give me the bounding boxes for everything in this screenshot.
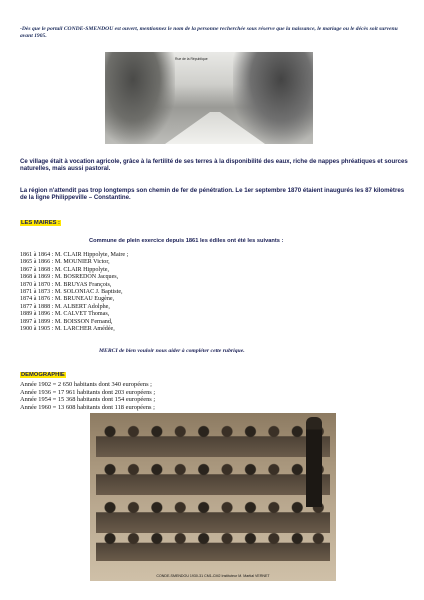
demography-heading: DEMOGRAPHIE [21, 372, 65, 378]
class-photo-row [96, 531, 330, 561]
mayor-item: 1900 à 1905 : M. LARCHER Amédée, [20, 326, 115, 333]
population-list [20, 381, 155, 411]
agriculture-paragraph [20, 158, 412, 173]
intro-note: -Dès que le portail CONDE-SMENDOU est ouvert, mentionnez le nom de la personne recherchée sous réserve que la naissance, le mariage ou le décès soit survenu avant 1905. [20, 26, 398, 39]
mayors-list [20, 252, 320, 333]
population-item: Année 1960 = 13 608 habitants dont 118 européens ; [20, 403, 155, 411]
class-photo-row [96, 423, 330, 457]
mayor-item: 1877 à 1888 : M. ALBERT Adolphe, [20, 303, 110, 310]
mayor-item: 1871 à 1873 : M. SOLONIAC J. Baptiste, [20, 289, 123, 296]
mayor-item: 1867 à 1868 : M. CLAIR Hippolyte, [20, 266, 110, 273]
trees-left [105, 52, 175, 144]
mayor-item: 1874 à 1876 : M. BRUNEAU Eugène, [20, 296, 115, 303]
mayors-heading: LES MAIRES : [21, 220, 60, 226]
population-item: Année 1902 = 2 650 habitants dont 340 européens ; [20, 381, 152, 388]
help-request: MERCI de bien vouloir nous aider à compléter cette rubrique. [99, 348, 245, 354]
population-item: Année 1936 = 17 961 habitants dont 203 européens ; [20, 388, 156, 396]
street-photo-caption: Rue de la République [175, 57, 208, 61]
mayor-item: 1889 à 1896 : M. CALVET Thomas, [20, 311, 110, 318]
street-photo [105, 52, 313, 144]
mayor-item: 1868 à 1869 : M. BOSREDON Jacques, [20, 274, 119, 281]
class-photo-row [96, 499, 330, 533]
mayor-item: 1897 à 1899 : M. BOISSON Fernand, [20, 318, 113, 325]
agriculture-text: Ce village était à vocation agricole, grâce à la fertilité de ses terres à la disponibilité des eaux, riche de nappes phréatiques et sources naturelles, mais aussi pastoral. [20, 158, 408, 173]
class-photo-caption: CONDE-SMENDOU 1930-31 CM1-CM2 Instituteur M. Martial VERNET [156, 574, 270, 578]
railway-paragraph [20, 187, 412, 202]
population-item: Année 1954 = 15 368 habitants dont 154 européens ; [20, 396, 156, 404]
class-photo [90, 413, 336, 581]
teacher-figure [306, 417, 322, 507]
mayor-item: 1865 à 1866 : M. MOUNIER Victor, [20, 259, 110, 266]
mayor-item: 1870 à 1870 : M. BRUYAS François, [20, 281, 112, 288]
class-photo-row [96, 461, 330, 495]
railway-text: La région n'attendit pas trop longtemps son chemin de fer de pénétration. Le 1er septembre 1870 étaient inaugurés les 87 kilomètres de la ligne Philippeville – Constantine. [20, 187, 405, 202]
mayor-item: 1861 à 1864 : M. CLAIR Hippolyte, Maire ; [20, 252, 129, 258]
commune-subtitle: Commune de plein exercice depuis 1861 les édiles ont été les suivants : [89, 238, 284, 244]
